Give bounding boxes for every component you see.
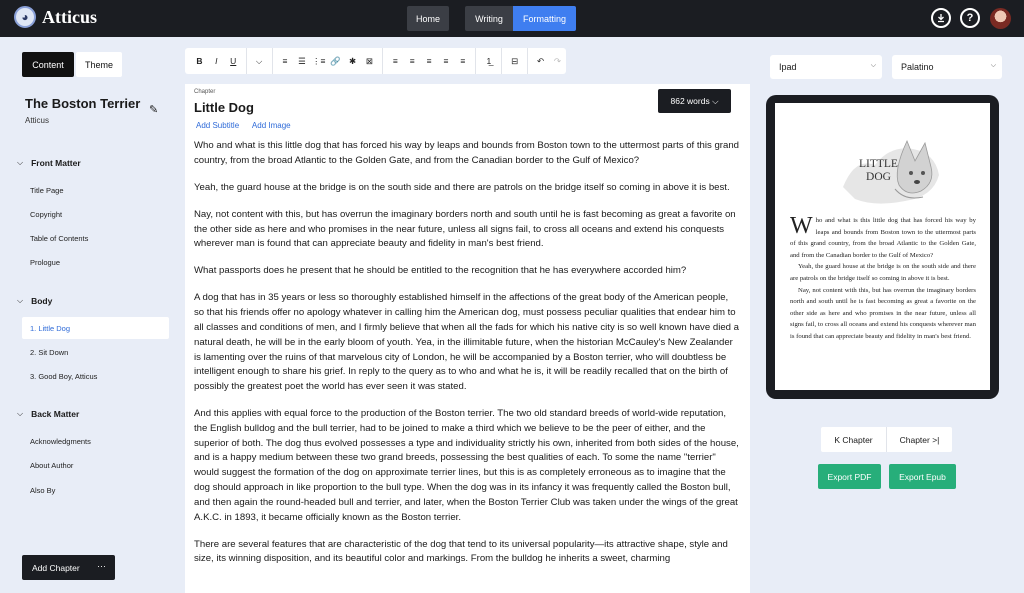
sidebar-item-acknowledgments[interactable]: Acknowledgments [30,437,91,446]
logo-icon: ◕ [14,6,36,28]
paragraph: A dog that has in 35 years or less so thoroughly established himself in the affections of the great body of the American people, so that his friends offer no apology whatever in calling him the American dog, must possess peculiar qualities that endear him to all classes and conditions of men, and I firmly believe that when all the fads for which his native city is so well known have died a natural death, he will be in the early bloom of youth. Yea, in the illimitable future, when the historian McCauley's New Zealander is lamenting over the ruins of that marvelous city of London, he will be accompanied by a Boston terrier, who will doubtless be intelligent enough to share his grief. In reply to the query as to who and what he is, it will be readily recalled that on the birth of possibly the greatest poet the world has ever seen it was stated. [194,292,739,393]
sidebar-item-copyright[interactable]: Copyright [30,210,63,219]
preview-paragraph: Yeah, the guard house at the bridge is on the south side and there are patrols on the bridge itself so coming in above it is best. [790,263,976,282]
download-icon[interactable] [931,8,951,28]
device-select[interactable] [770,55,882,79]
user-avatar[interactable] [990,8,1011,29]
next-chapter-button[interactable]: Chapter >| [899,434,940,445]
toolbar-divider [527,48,528,74]
top-bar [0,0,1024,37]
paragraph: Who and what is this little dog that has forced his way by leaps and bounds from Boston town to the uttermost parts of this grand country, from the broad Atlantic to the Golden Gate, and from the Canadian border to the Gulf of Mexico? [194,140,740,166]
redo-icon[interactable]: ↷ [553,55,562,66]
chapter-navigation [821,427,952,452]
preview-chapter-title [859,158,898,184]
italic-button[interactable]: I [215,56,218,66]
align-justify-icon[interactable]: ≡ [443,56,449,66]
toolbar-divider [382,48,383,74]
numbered-list-icon[interactable]: ⋮≡ [312,55,326,66]
book-author: Atticus [25,116,50,125]
add-subtitle-link[interactable]: Add Subtitle [196,121,240,130]
bold-button[interactable]: B [196,56,203,66]
app-logo[interactable] [14,6,97,28]
body-label: Body [31,296,53,306]
asterisk-icon[interactable]: ✱ [349,55,357,66]
book-title: The Boston Terrier [25,96,141,111]
image-icon[interactable]: ⊠ [365,55,374,66]
edit-pencil-icon[interactable]: ✎ [149,104,159,116]
paragraph-icon[interactable]: ≡ [282,56,288,66]
undo-icon[interactable]: ↶ [537,55,545,66]
chevron-down-icon: ⌵ [17,158,24,167]
chapter-body-text[interactable] [194,139,740,579]
paragraph: What passports does he present that he should be entitled to the recognition that he has everywhere accorded him? [194,265,687,277]
paragraph: And this applies with equal force to the production of the Boston terrier. The two old standard breeds of world-wide reputation, the English bulldog and the bull terrier, had to be joined to make a third which we believe to be the peer of either, and the superior of both. The dog thus evolved possesses a type and individuality strictly his own, inherited from both sides of the house, and is a happy medium between these two grand breeds, possessing the best qualities of each. To some the name "terrier" would suggest the formation of the dog on approximate terrier lines, but this is as completely erroneous as to imagine that the dog should approach in like proportion to the bull type. When the dog was in its infancy it was frequently called the Boston bull, and then again the round-headed bull and terrier, and later, when the Boston Terrier Club was taken under the wings of the great A.K.C. in 1893, it became officially known as the Boston terrier. [194,408,739,523]
sidebar-item-sit-down[interactable]: 2. Sit Down [30,348,69,357]
sidebar-item-prologue[interactable]: Prologue [30,258,61,267]
chevron-down-icon: ⌵ [990,62,996,69]
sidebar-item-about-author[interactable]: About Author [30,461,74,470]
font-select[interactable] [892,55,1002,79]
help-icon[interactable]: ? [960,8,980,28]
chevron-down-icon: ⌵ [17,409,24,418]
chapter-title[interactable]: Little Dog [194,100,254,115]
toolbar-divider [246,48,247,74]
tab-theme[interactable]: Theme [76,52,122,77]
paragraph: There are several features that are characteristic of the dog that tend to its universal popularity—its attractive shape, style and size, its winning disposition, and its beautiful color and markings. From the bulldog he inherits a sweet, charming [194,538,728,565]
preview-paragraph: ho and what is this little dog that has forced his way by leaps and bounds from Boston town to the uttermost parts of this grand country, from the broad Atlantic to the Golden Gate, and from the Canadian border to the Gulf of Mexico? [790,217,976,259]
front-matter-header[interactable] [17,158,81,168]
add-links [196,121,302,130]
toolbar-divider [475,48,476,74]
more-options-icon[interactable]: ··· [97,561,106,571]
front-matter-label: Front Matter [31,158,81,168]
device-select-value: Ipad [779,62,797,72]
drop-cap: W [790,213,813,239]
sidebar-item-little-dog[interactable]: 1. Little Dog [22,317,169,339]
back-matter-header[interactable] [17,409,79,419]
export-epub-button[interactable]: Export Epub [889,464,956,489]
indent-icon[interactable]: ≡ [460,56,466,66]
font-select-value: Palatino [901,62,934,72]
sidebar [0,37,180,593]
toolbar-divider [501,48,502,74]
preview-title-line: LITTLE [859,158,898,170]
body-header[interactable] [17,296,52,306]
sidebar-item-title-page[interactable]: Title Page [30,186,64,195]
paragraph: Nay, not content with this, but has overrun the imaginary borders north and south until he is fast becoming as great a favorite on the other side as here and who promises in the near future, unless all signs fail, to cross all oceans and extend his conquests wherever man is found that can appreciate beauty and fidelity in man's best friend. [194,208,736,250]
align-right-icon[interactable]: ≡ [426,56,432,66]
underline-button[interactable]: U [230,56,237,66]
preview-title-line: DOG [866,171,891,183]
more-formats-chevron-icon[interactable]: ⌵ [255,55,263,66]
writing-button[interactable]: Writing [465,6,513,31]
add-image-link[interactable]: Add Image [251,121,291,130]
word-count-dropdown[interactable]: 862 words ⌵ [658,89,731,113]
app-name: Atticus [42,6,97,27]
align-center-icon[interactable]: ≡ [409,56,415,66]
tab-content[interactable]: Content [22,52,74,77]
chapter-label: Chapter [194,89,216,95]
link-icon[interactable]: 🔗 [330,55,341,66]
formatting-toolbar [185,48,566,74]
formatting-button[interactable]: Formatting [513,6,576,31]
ipad-preview [766,95,999,399]
sidebar-tabs [22,52,122,77]
sidebar-item-toc[interactable]: Table of Contents [30,234,89,243]
home-button[interactable]: Home [407,6,449,31]
add-chapter-label: Add Chapter [32,562,80,573]
chevron-down-icon: ⌵ [17,296,24,305]
sidebar-item-good-boy[interactable]: 3. Good Boy, Atticus [30,372,98,381]
footnote-icon[interactable]: 1̲ [486,56,492,66]
align-left-icon[interactable]: ≡ [392,56,398,66]
bullet-list-icon[interactable]: ☰ [298,55,306,66]
paragraph: Yeah, the guard house at the bridge is on the south side and there are patrols on the bridge itself so coming in above it is best. [194,181,730,193]
toolbar-divider [272,48,273,74]
preview-paragraph: Nay, not content with this, but has overrun the imaginary borders north and south until he is fast becoming as great a favorite on the other side as here and who promises in the near future, unless all signs fail, to cross all oceans and extend his conquests wherever man is found that can appreciate beauty and fidelity in man's best friend. [790,286,976,340]
sidebar-item-also-by[interactable]: Also By [30,486,56,495]
export-pdf-button[interactable]: Export PDF [818,464,881,489]
chapter-editor[interactable] [185,84,750,593]
preview-screen[interactable] [775,103,990,390]
back-matter-label: Back Matter [31,409,80,419]
add-chapter-button[interactable] [22,555,115,580]
preview-body-text [790,215,976,343]
page-break-icon[interactable]: ⊟ [511,55,519,66]
chevron-down-icon: ⌵ [870,62,876,69]
previous-chapter-button[interactable]: K Chapter [834,434,873,445]
